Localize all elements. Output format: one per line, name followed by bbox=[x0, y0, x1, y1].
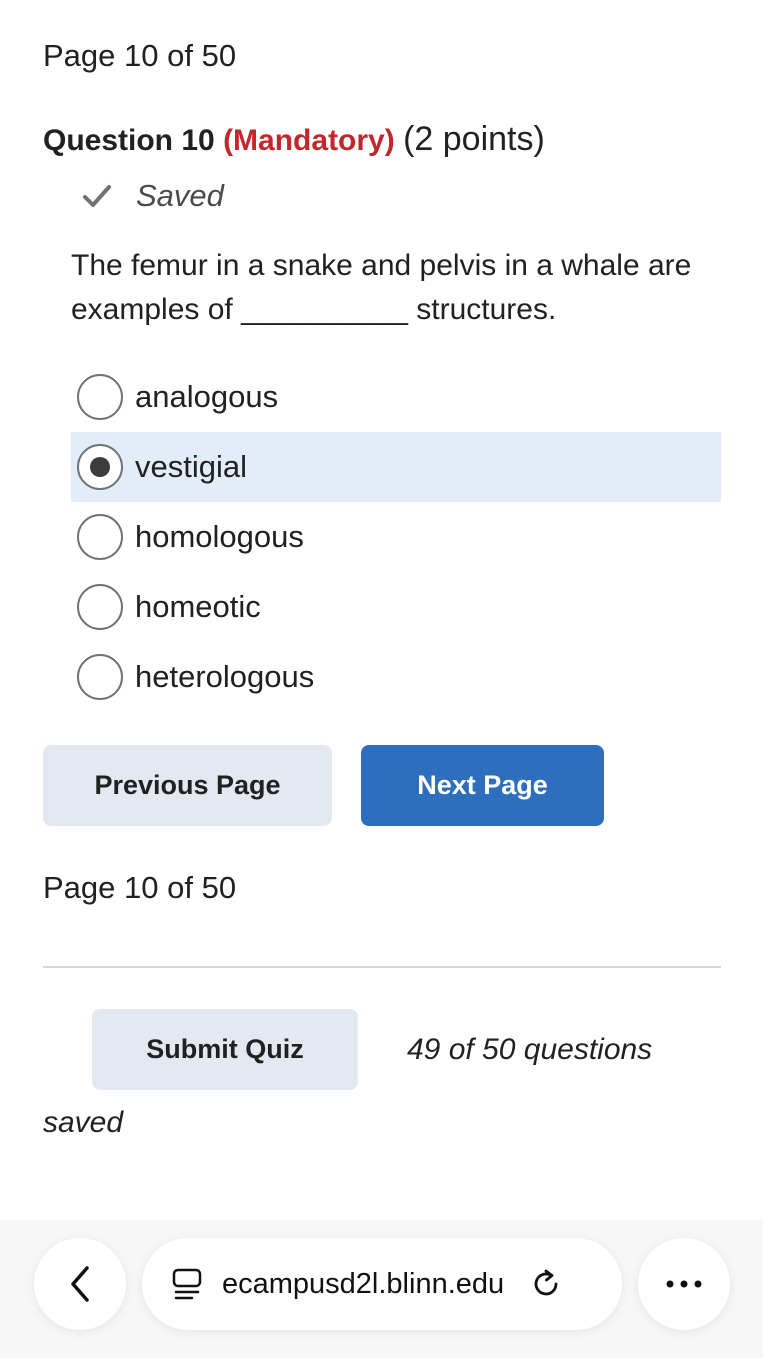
option-vestigial[interactable] bbox=[71, 432, 721, 502]
more-button[interactable] bbox=[638, 1238, 730, 1330]
question-text: The femur in a snake and pelvis in a whale are examples of __________ structures. bbox=[71, 249, 692, 326]
answer-options bbox=[71, 362, 721, 712]
option-analogous[interactable] bbox=[71, 362, 721, 432]
option-label: vestigial bbox=[135, 449, 247, 484]
option-heterologous[interactable] bbox=[71, 642, 721, 712]
reader-icon[interactable] bbox=[172, 1267, 202, 1301]
option-label: homeotic bbox=[135, 589, 261, 624]
points-label: (2 points) bbox=[403, 120, 545, 158]
saved-status bbox=[82, 178, 224, 214]
question-title: Question 10 bbox=[43, 124, 215, 157]
option-label: heterologous bbox=[135, 659, 315, 694]
page-indicator-bottom: Page 10 of 50 bbox=[43, 870, 237, 905]
back-icon bbox=[66, 1264, 94, 1304]
back-button[interactable] bbox=[34, 1238, 126, 1330]
previous-page-button[interactable]: Previous Page bbox=[43, 745, 332, 826]
saved-status-text: Saved bbox=[136, 178, 224, 213]
url-text: ecampusd2l.blinn.edu bbox=[222, 1267, 505, 1300]
page-indicator-top: Page 10 of 50 bbox=[43, 38, 237, 73]
radio-button[interactable] bbox=[77, 514, 123, 560]
saved-count-text: 49 of 50 questions bbox=[407, 1033, 653, 1066]
divider bbox=[43, 966, 721, 968]
option-homologous[interactable] bbox=[71, 502, 721, 572]
question-header bbox=[43, 120, 545, 159]
option-homeotic[interactable] bbox=[71, 572, 721, 642]
reload-icon[interactable] bbox=[530, 1268, 562, 1300]
radio-button[interactable] bbox=[77, 374, 123, 420]
next-page-button[interactable]: Next Page bbox=[361, 745, 604, 826]
checkmark-icon bbox=[82, 181, 112, 211]
radio-button-selected[interactable] bbox=[77, 444, 123, 490]
radio-button[interactable] bbox=[77, 654, 123, 700]
mandatory-label: (Mandatory) bbox=[223, 124, 395, 157]
saved-count-suffix: saved bbox=[43, 1106, 124, 1139]
submit-quiz-button[interactable]: Submit Quiz bbox=[92, 1009, 358, 1090]
more-icon bbox=[664, 1279, 704, 1289]
address-bar[interactable] bbox=[142, 1238, 622, 1330]
option-label: homologous bbox=[135, 519, 304, 554]
option-label: analogous bbox=[135, 379, 279, 414]
radio-button[interactable] bbox=[77, 584, 123, 630]
